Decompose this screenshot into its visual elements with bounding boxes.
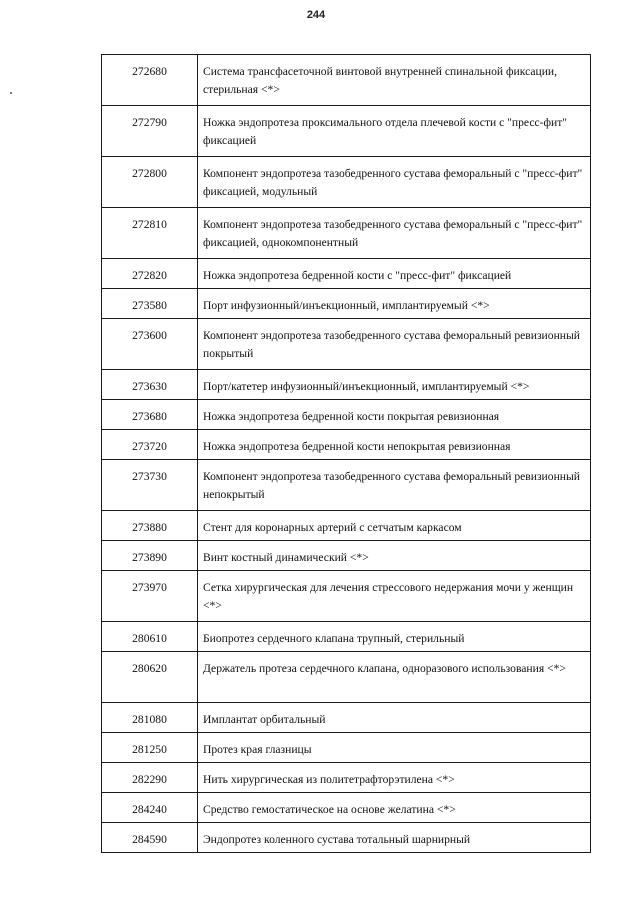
table-row <box>102 823 591 853</box>
row-name: Средство гемостатическое на основе желатина <*> <box>198 793 591 823</box>
row-name: Биопротез сердечного клапана трупный, стерильный <box>198 622 591 652</box>
row-name: Имплантат орбитальный <box>198 703 591 733</box>
row-code: 272810 <box>102 208 198 259</box>
row-code: 281080 <box>102 703 198 733</box>
row-name: Ножка эндопротеза бедренной кости непокрытая ревизионная <box>198 430 591 460</box>
row-code: 272790 <box>102 106 198 157</box>
row-name: Система трансфасеточной винтовой внутренней спинальной фиксации, стерильная <*> <box>198 55 591 106</box>
table-row <box>102 319 591 370</box>
row-name: Сетка хирургическая для лечения стрессового недержания мочи у женщин <*> <box>198 571 591 622</box>
row-name: Протез края глазницы <box>198 733 591 763</box>
row-code: 282290 <box>102 763 198 793</box>
row-name: Винт костный динамический <*> <box>198 541 591 571</box>
table-row <box>102 106 591 157</box>
table-row <box>102 511 591 541</box>
row-code: 273630 <box>102 370 198 400</box>
row-code: 284590 <box>102 823 198 853</box>
row-name: Порт/катетер инфузионный/инъекционный, имплантируемый <*> <box>198 370 591 400</box>
table-row <box>102 55 591 106</box>
device-registry-table <box>101 54 591 853</box>
table-row <box>102 370 591 400</box>
table-row <box>102 541 591 571</box>
row-code: 273680 <box>102 400 198 430</box>
row-code: 272820 <box>102 259 198 289</box>
row-code: 284240 <box>102 793 198 823</box>
row-name: Ножка эндопротеза бедренной кости с "пресс-фит" фиксацией <box>198 259 591 289</box>
row-name: Порт инфузионный/инъекционный, имплантируемый <*> <box>198 289 591 319</box>
row-code: 273880 <box>102 511 198 541</box>
row-name: Ножка эндопротеза бедренной кости покрытая ревизионная <box>198 400 591 430</box>
row-name: Нить хирургическая из политетрафторэтилена <*> <box>198 763 591 793</box>
table-row <box>102 793 591 823</box>
row-name: Компонент эндопротеза тазобедренного сустава феморальный ревизионный покрытый <box>198 319 591 370</box>
table-row <box>102 703 591 733</box>
row-name: Держатель протеза сердечного клапана, одноразового использования <*> <box>198 652 591 703</box>
row-name: Стент для коронарных артерий с сетчатым каркасом <box>198 511 591 541</box>
table-row <box>102 733 591 763</box>
table-row <box>102 571 591 622</box>
table-row <box>102 652 591 703</box>
table-row <box>102 400 591 430</box>
row-code: 280620 <box>102 652 198 703</box>
row-code: 272800 <box>102 157 198 208</box>
row-name: Компонент эндопротеза тазобедренного сустава феморальный с "пресс-фит" фиксацией, однокомпонентный <box>198 208 591 259</box>
row-code: 273970 <box>102 571 198 622</box>
row-code: 273730 <box>102 460 198 511</box>
table-row <box>102 259 591 289</box>
table-row <box>102 460 591 511</box>
table-row <box>102 208 591 259</box>
table-row <box>102 622 591 652</box>
row-name: Ножка эндопротеза проксимального отдела плечевой кости с "пресс-фит" фиксацией <box>198 106 591 157</box>
row-code: 273720 <box>102 430 198 460</box>
table-row <box>102 763 591 793</box>
row-code: 273890 <box>102 541 198 571</box>
page-number: 244 <box>306 9 326 21</box>
table-row <box>102 289 591 319</box>
row-code: 281250 <box>102 733 198 763</box>
row-name: Компонент эндопротеза тазобедренного сустава феморальный с "пресс-фит" фиксацией, модульный <box>198 157 591 208</box>
row-code: 273600 <box>102 319 198 370</box>
table-row <box>102 430 591 460</box>
row-name: Эндопротез коленного сустава тотальный шарнирный <box>198 823 591 853</box>
row-code: 272680 <box>102 55 198 106</box>
row-code: 273580 <box>102 289 198 319</box>
table-row <box>102 157 591 208</box>
row-code: 280610 <box>102 622 198 652</box>
row-name: Компонент эндопротеза тазобедренного сустава феморальный ревизионный непокрытый <box>198 460 591 511</box>
scan-speck <box>10 92 12 94</box>
